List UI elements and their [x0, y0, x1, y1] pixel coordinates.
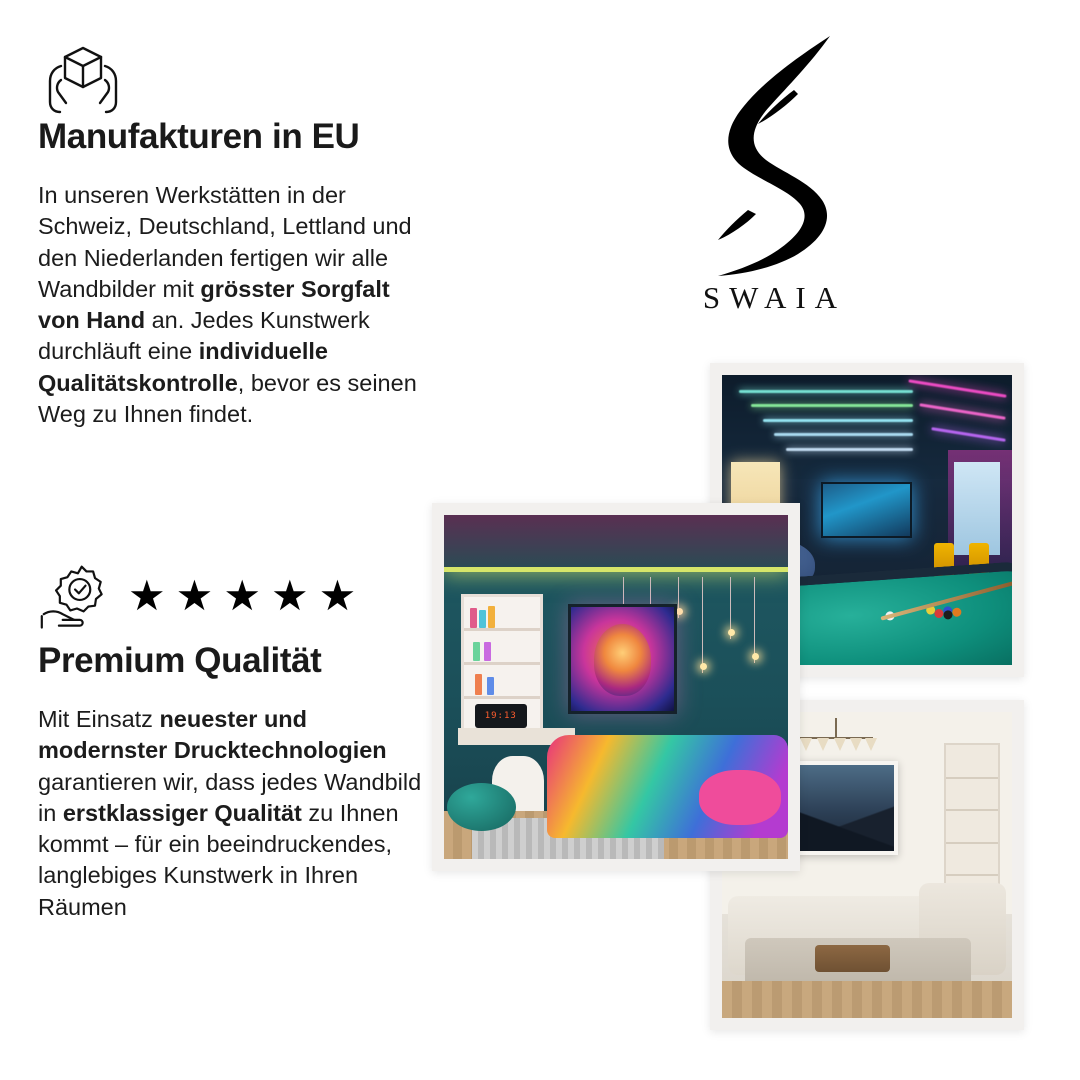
text-run: zu Ihnen kommt – für ein beeindruckendes, langlebiges Kunstwerk in Ihren Räumen [38, 799, 399, 920]
text-run: garantieren wir, dass jedes Wandbild in [38, 768, 422, 826]
brand-wordmark: SWAIA [702, 280, 847, 315]
star-icon: ★ [318, 572, 357, 619]
star-icon: ★ [175, 572, 214, 619]
text-run-bold: erstklassiger Qualität [62, 799, 302, 826]
premium-body [38, 704, 438, 923]
hands-holding-package-icon [38, 40, 124, 112]
manufakturen-body [38, 180, 438, 430]
section-manufakturen [38, 40, 438, 454]
text-run-bold: grösster Sorgfalt von Hand [38, 275, 390, 333]
text-run-bold: neuester und modernster Drucktechnologien [38, 706, 387, 764]
text-run-bold: individuelle Qualitätskontrolle [38, 338, 328, 396]
rating-stars [128, 572, 357, 623]
star-icon: ★ [128, 572, 166, 619]
text-run: Mit Einsatz [38, 706, 160, 732]
hand-holding-quality-seal-icon [38, 560, 114, 638]
brand-logo [660, 28, 880, 348]
star-icon: ★ [270, 572, 309, 619]
kids-room-photo [432, 503, 800, 871]
badge-and-rating [38, 560, 438, 638]
desk-clock: 19:13 [475, 704, 527, 728]
page-title: Manufakturen in EU [38, 117, 360, 156]
text-run: , bevor es seinen Weg zu Ihnen findet. [38, 369, 417, 427]
star-icon: ★ [223, 572, 261, 619]
swaia-swoosh-logo-icon [670, 28, 870, 278]
section-title-premium: Premium Qualität [38, 641, 322, 680]
text-run: In unseren Werkstätten in der Schweiz, Deutschland, Lettland und den Niederlanden fertigen wir alle Wandbilder mit [38, 182, 412, 302]
section-premium-qualitaet [38, 560, 438, 946]
text-run: an. Jedes Kunstwerk durchläuft eine [38, 307, 370, 365]
